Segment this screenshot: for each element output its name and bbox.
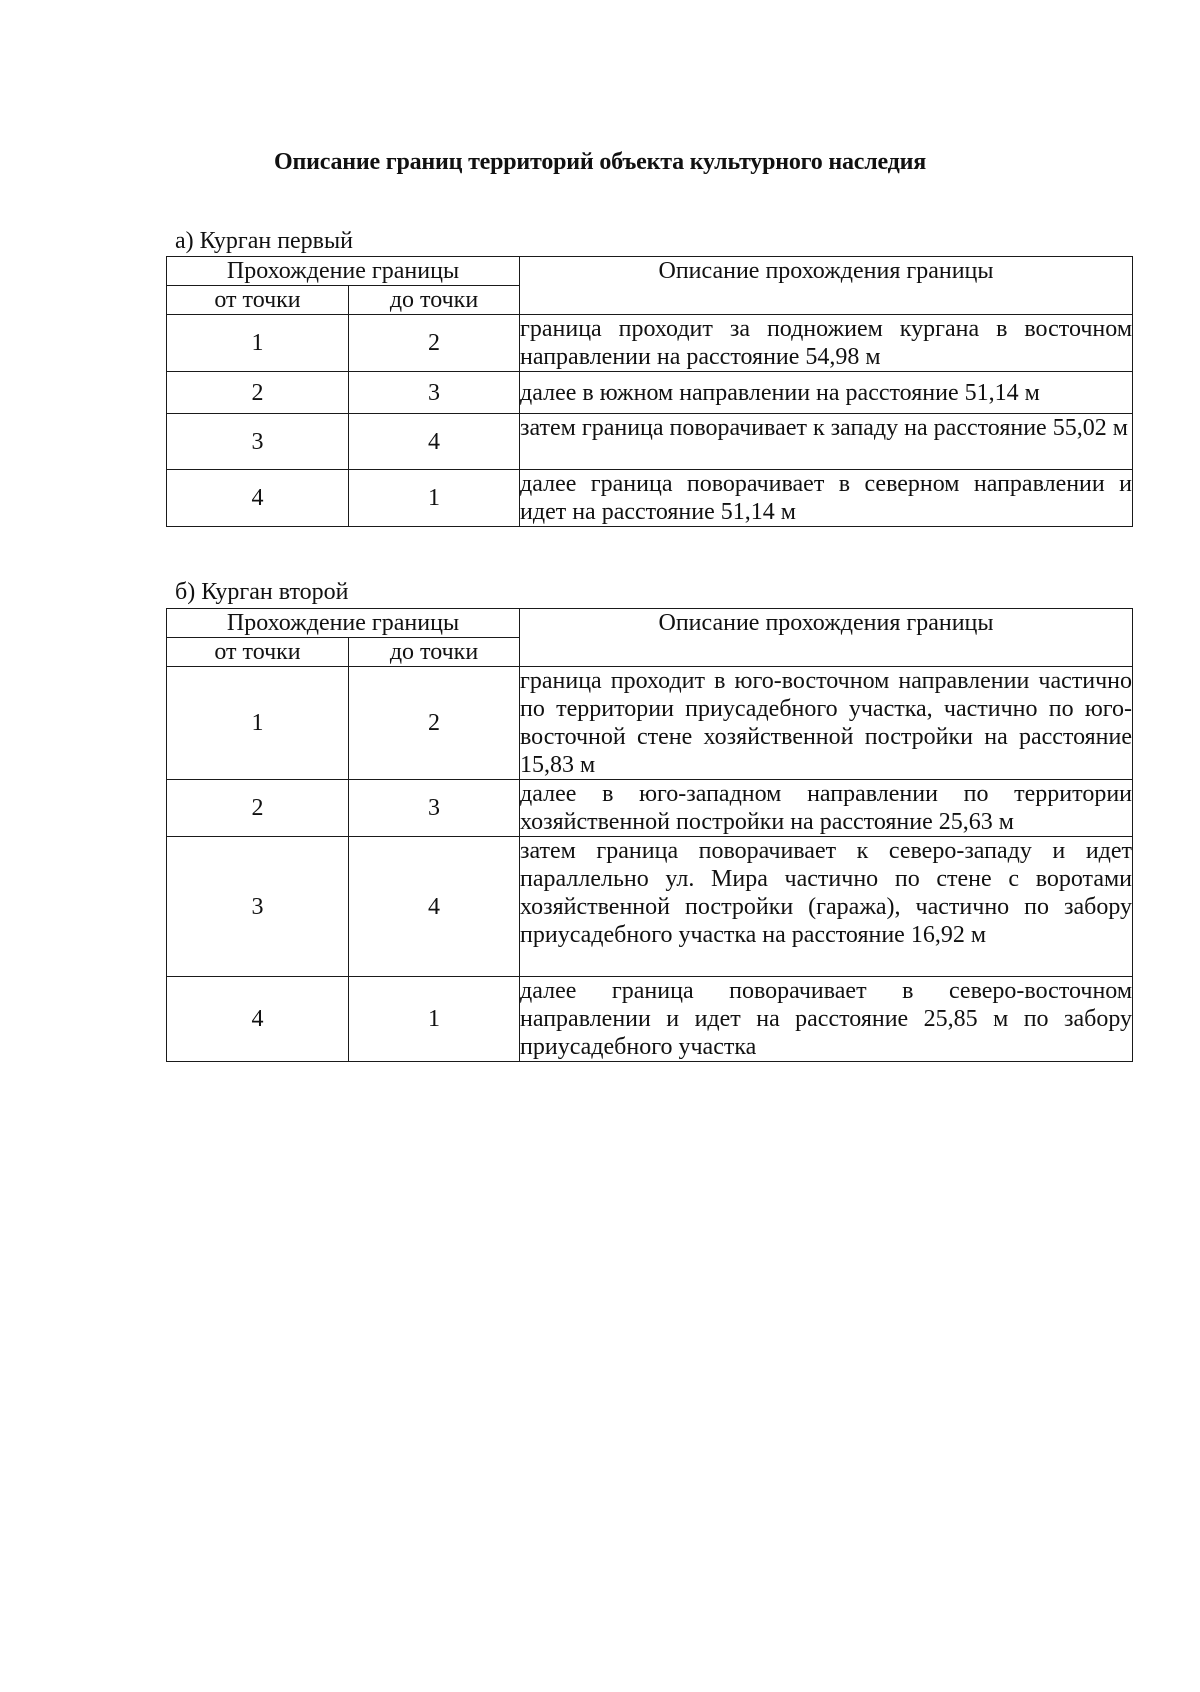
header-to-point: до точки bbox=[349, 286, 520, 315]
to-point: 2 bbox=[349, 667, 520, 780]
from-point: 4 bbox=[167, 470, 349, 527]
boundary-description: затем граница поворачивает к западу на расстояние 55,02 м bbox=[520, 414, 1133, 470]
boundary-description: далее граница поворачивает в северном направлении и идет на расстояние 51,14 м bbox=[520, 471, 1133, 525]
to-point: 1 bbox=[349, 977, 520, 1062]
boundary-description: граница проходит за подножием кургана в восточном направлении на расстояние 54,98 м bbox=[520, 316, 1133, 370]
to-point: 2 bbox=[349, 315, 520, 372]
boundary-table-a bbox=[166, 256, 1133, 527]
to-point: 3 bbox=[349, 372, 520, 414]
from-point: 2 bbox=[167, 780, 349, 837]
table-row bbox=[167, 667, 1133, 780]
page-title: Описание границ территорий объекта культурного наследия bbox=[273, 149, 927, 175]
from-point: 3 bbox=[167, 837, 349, 977]
boundary-description: граница проходит в юго-восточном направлении частично по территории приусадебного участка, частично по юго-восточной стене хозяйственной постройки на расстояние 15,83 м bbox=[520, 668, 1133, 778]
to-point: 4 bbox=[349, 414, 520, 470]
boundary-description: далее в южном направлении на расстояние 51,14 м bbox=[520, 372, 1133, 414]
table-row bbox=[167, 977, 1133, 1062]
to-point: 4 bbox=[349, 837, 520, 977]
header-from-point: от точки bbox=[167, 286, 349, 315]
header-description: Описание прохождения границы bbox=[520, 609, 1133, 667]
from-point: 3 bbox=[167, 414, 349, 470]
boundary-description: затем граница поворачивает к северо-западу и идет параллельно ул. Мира частично по стене с воротами хозяйственной постройки (гаража), частично по забору приусадебного участка на расстояние 16,92 м bbox=[520, 837, 1133, 977]
from-point: 1 bbox=[167, 667, 349, 780]
from-point: 1 bbox=[167, 315, 349, 372]
table-row bbox=[167, 372, 1133, 414]
table-row bbox=[167, 837, 1133, 977]
boundary-table-b bbox=[166, 608, 1133, 1062]
header-description: Описание прохождения границы bbox=[520, 257, 1133, 315]
header-passage: Прохождение границы bbox=[167, 609, 520, 638]
header-from-point: от точки bbox=[167, 638, 349, 667]
header-passage: Прохождение границы bbox=[167, 257, 520, 286]
section-b-caption: б) Курган второй bbox=[175, 579, 349, 605]
section-a-caption: а) Курган первый bbox=[175, 228, 353, 254]
table-row bbox=[167, 780, 1133, 837]
boundary-description: далее в юго-западном направлении по территории хозяйственной постройки на расстояние 25,63 м bbox=[520, 781, 1133, 835]
to-point: 1 bbox=[349, 470, 520, 527]
from-point: 2 bbox=[167, 372, 349, 414]
header-to-point: до точки bbox=[349, 638, 520, 667]
table-row bbox=[167, 315, 1133, 372]
from-point: 4 bbox=[167, 977, 349, 1062]
to-point: 3 bbox=[349, 780, 520, 837]
table-row bbox=[167, 414, 1133, 470]
table-row bbox=[167, 470, 1133, 527]
boundary-description: далее граница поворачивает в северо-восточном направлении и идет на расстояние 25,85 м по забору приусадебного участка bbox=[520, 978, 1133, 1060]
